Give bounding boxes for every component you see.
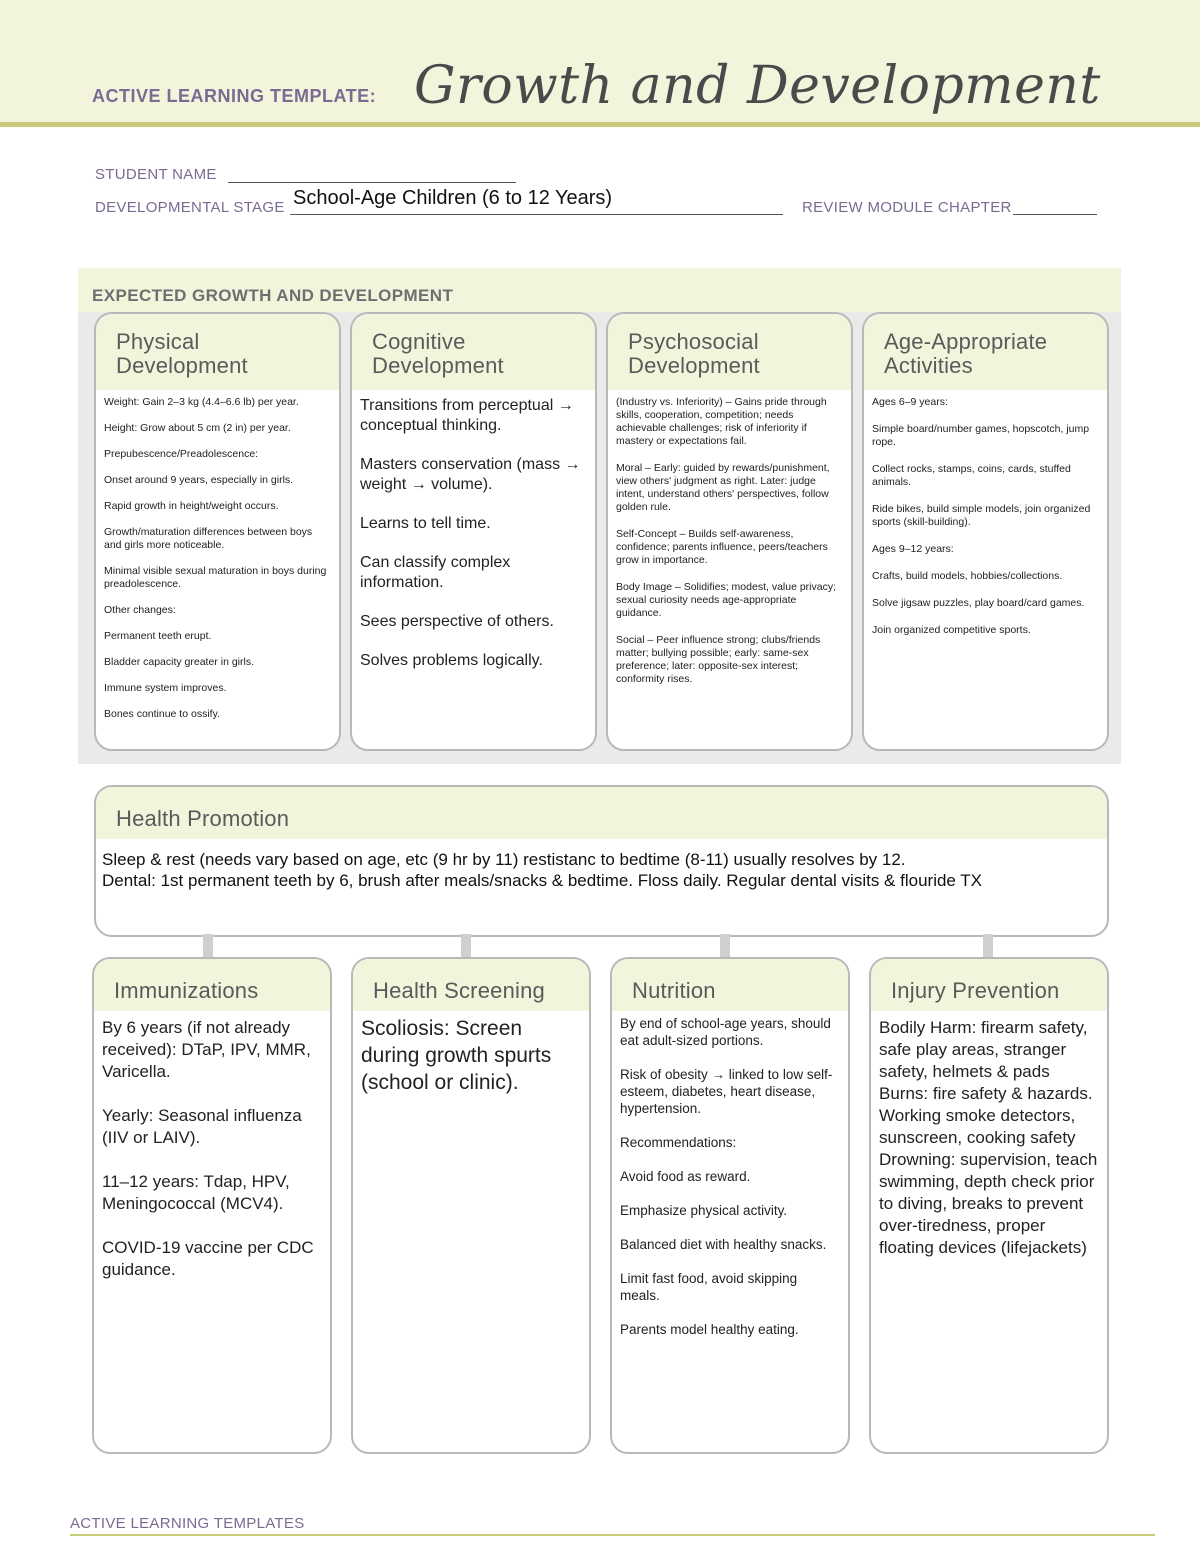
list-item: Can classify complex information.: [360, 554, 511, 591]
list-item: Bladder capacity greater in girls.: [104, 656, 254, 668]
immunizations-heading: Immunizations: [94, 959, 330, 1011]
list-item: Onset around 9 years, especially in girls.: [104, 474, 294, 486]
list-item: Crafts, build models, hobbies/collections.: [872, 570, 1063, 582]
age-appropriate-activities-card: [862, 312, 1109, 751]
cognitive-list: [360, 396, 587, 671]
injury-prevention-heading: Injury Prevention: [871, 959, 1107, 1011]
health-screening-card: [351, 957, 591, 1454]
connector: [983, 934, 993, 958]
developmental-stage-line: [290, 214, 783, 215]
psychosocial-title-line2: Development: [628, 353, 760, 378]
activities-list: [872, 396, 1099, 637]
health-screening-heading: Health Screening: [353, 959, 589, 1011]
nutrition-card: [610, 957, 850, 1454]
health-screening-text: Scoliosis: Screen during growth spurts (school or clinic).: [361, 1017, 552, 1094]
page-title: Growth and Development: [414, 56, 1101, 116]
list-item: Join organized competitive sports.: [872, 624, 1031, 636]
health-promotion-line1: Sleep & rest (needs vary based on age, etc (9 hr by 11) restistanc to bedtime (8-11) usually resolves by 12.: [102, 850, 906, 869]
list-item: Recommendations:: [620, 1135, 737, 1150]
list-item: Transitions from perceptual → conceptual thinking.: [360, 397, 574, 434]
list-item: Permanent teeth erupt.: [104, 630, 212, 642]
list-item: Minimal visible sexual maturation in boys during preadolescence.: [104, 565, 327, 590]
list-item: Ride bikes, build simple models, join organized sports (skill-building).: [872, 503, 1091, 528]
list-item: Immune system improves.: [104, 682, 227, 694]
cognitive-title-line2: Development: [372, 353, 504, 378]
list-item: Body Image – Solidifies; modest, value privacy; sexual curiosity needs age-appropriate guidance.: [616, 581, 837, 619]
physical-title-line1: Physical: [116, 329, 200, 354]
cognitive-development-card: [350, 312, 597, 751]
list-item: Emphasize physical activity.: [620, 1203, 788, 1218]
connector: [203, 934, 213, 958]
health-promotion-text[interactable]: [96, 839, 1107, 891]
template-label: ACTIVE LEARNING TEMPLATE:: [92, 86, 377, 106]
footer-label: ACTIVE LEARNING TEMPLATES: [70, 1515, 305, 1532]
health-screening-body[interactable]: [353, 1011, 589, 1096]
list-item: (Industry vs. Inferiority) – Gains pride through skills, cooperation, competition; needs achievable challenges; risk of inferiority if mastery or expectations fail.: [616, 396, 827, 447]
list-item: Learns to tell time.: [360, 515, 491, 532]
cognitive-title-line1: Cognitive: [372, 329, 466, 354]
developmental-stage-label: DEVELOPMENTAL STAGE: [95, 199, 285, 216]
psychosocial-title-line1: Psychosocial: [628, 329, 759, 354]
list-item: Avoid food as reward.: [620, 1169, 751, 1184]
list-item: COVID-19 vaccine per CDC guidance.: [102, 1238, 314, 1279]
list-item: Yearly: Seasonal influenza (IIV or LAIV).: [102, 1106, 302, 1147]
footer-rule: [70, 1534, 1155, 1536]
list-item: Bones continue to ossify.: [104, 708, 220, 720]
list-item: Self-Concept – Builds self-awareness, confidence; parents influence, peers/teachers grow in importance.: [616, 528, 828, 566]
list-item: Ages 9–12 years:: [872, 543, 954, 555]
list-item: Bodily Harm: firearm safety, safe play areas, stranger safety, helmets & pads: [879, 1018, 1088, 1081]
connector: [461, 934, 471, 958]
list-item: Social – Peer influence strong; clubs/friends matter; bullying possible; early: same-sex preference; later: opposite-sex interest; conformity rises.: [616, 634, 821, 685]
developmental-stage-field[interactable]: School-Age Children (6 to 12 Years): [293, 187, 613, 209]
list-item: Weight: Gain 2–3 kg (4.4–6.6 lb) per year.: [104, 396, 299, 408]
list-item: By 6 years (if not already received): DTaP, IPV, MMR, Varicella.: [102, 1018, 311, 1081]
list-item: Balanced diet with healthy snacks.: [620, 1237, 827, 1252]
physical-title-line2: Development: [116, 353, 248, 378]
list-item: Risk of obesity → linked to low self-esteem, diabetes, heart disease, hypertension.: [620, 1067, 833, 1116]
review-chapter-line: [1013, 214, 1097, 215]
list-item: Collect rocks, stamps, coins, cards, stuffed animals.: [872, 463, 1071, 488]
connector: [720, 934, 730, 958]
list-item: Other changes:: [104, 604, 176, 616]
health-promotion-heading: Health Promotion: [96, 787, 1107, 839]
psychosocial-development-heading: [608, 314, 851, 390]
psychosocial-development-card: [606, 312, 853, 751]
injury-prevention-list: [879, 1017, 1099, 1259]
activities-title-line1: Age-Appropriate: [884, 329, 1048, 354]
activities-heading: [864, 314, 1107, 390]
physical-development-card: [94, 312, 341, 751]
activities-title-line2: Activities: [884, 353, 973, 378]
header-rule: [0, 122, 1200, 127]
review-chapter-label: REVIEW MODULE CHAPTER: [802, 199, 1012, 216]
psychosocial-list: [616, 396, 843, 686]
list-item: Sees perspective of others.: [360, 613, 554, 630]
nutrition-heading: Nutrition: [612, 959, 848, 1011]
nutrition-body[interactable]: [612, 1011, 848, 1338]
cognitive-development-heading: [352, 314, 595, 390]
list-item: Limit fast food, avoid skipping meals.: [620, 1271, 798, 1303]
immunizations-body[interactable]: [94, 1011, 330, 1281]
list-item: By end of school-age years, should eat adult-sized portions.: [620, 1016, 831, 1048]
list-item: Height: Grow about 5 cm (2 in) per year.: [104, 422, 291, 434]
list-item: Drowning: supervision, teach swimming, depth check prior to diving, breaks to prevent over-tiredness, proper floating devices (lifejackets): [879, 1150, 1098, 1257]
expected-growth-title: EXPECTED GROWTH AND DEVELOPMENT: [92, 286, 454, 305]
list-item: Moral – Early: guided by rewards/punishment, view others' judgment as right. Later: judge intent, understand others' perspectives, follow golden rule.: [616, 462, 830, 513]
injury-prevention-card: [869, 957, 1109, 1454]
list-item: Rapid growth in height/weight occurs.: [104, 500, 279, 512]
student-name-line: [228, 182, 516, 183]
list-item: Burns: fire safety & hazards. Working smoke detectors, sunscreen, cooking safety: [879, 1084, 1093, 1147]
list-item: Solves problems logically.: [360, 652, 543, 669]
student-name-label: STUDENT NAME: [95, 166, 217, 183]
physical-development-heading: [96, 314, 339, 390]
list-item: Simple board/number games, hopscotch, jump rope.: [872, 423, 1090, 448]
list-item: Ages 6–9 years:: [872, 396, 948, 408]
list-item: Masters conservation (mass → weight → volume).: [360, 456, 581, 493]
list-item: Solve jigsaw puzzles, play board/card games.: [872, 597, 1085, 609]
physical-list: [104, 396, 331, 721]
list-item: Parents model healthy eating.: [620, 1322, 799, 1337]
injury-prevention-body[interactable]: [871, 1011, 1107, 1259]
immunizations-card: [92, 957, 332, 1454]
immunizations-list: [102, 1017, 322, 1281]
health-promotion-line2: Dental: 1st permanent teeth by 6, brush after meals/snacks & bedtime. Floss daily. Regular dental visits & flouride TX: [102, 871, 983, 890]
nutrition-list: [620, 1015, 840, 1338]
list-item: 11–12 years: Tdap, HPV, Meningococcal (MCV4).: [102, 1172, 290, 1213]
list-item: Prepubescence/Preadolescence:: [104, 448, 259, 460]
health-promotion-card: [94, 785, 1109, 937]
list-item: Growth/maturation differences between boys and girls more noticeable.: [104, 526, 313, 551]
